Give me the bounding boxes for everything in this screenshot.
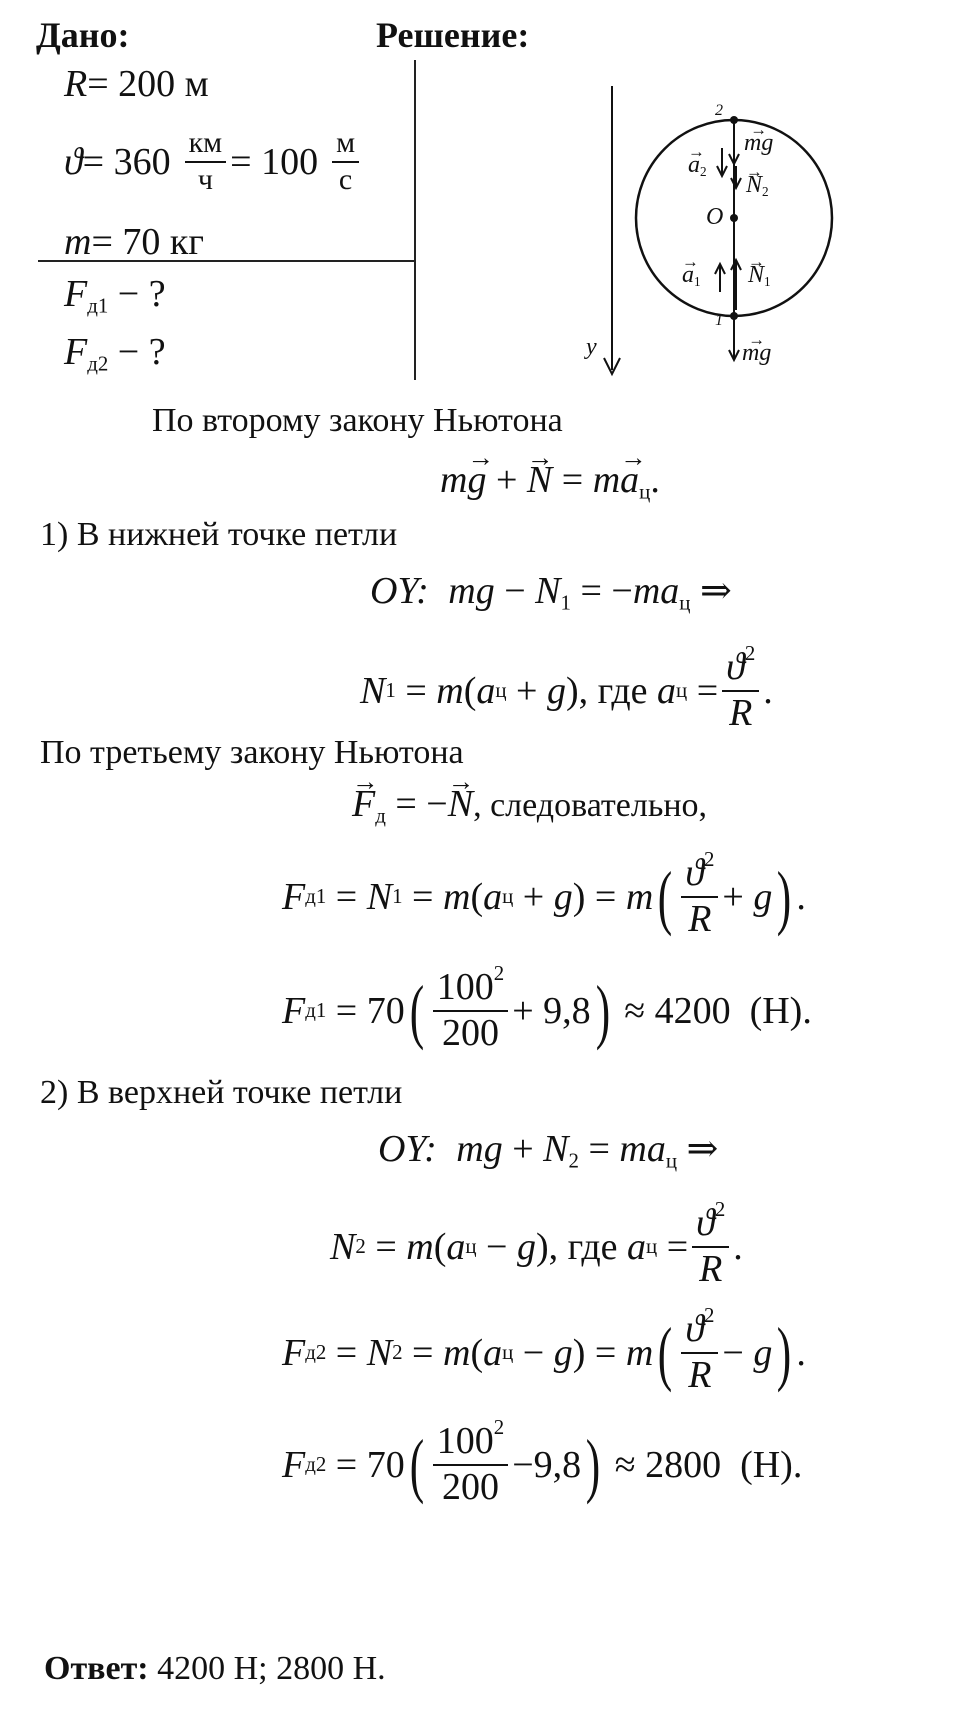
find-force-1: $F_{д1}$ − ? [64, 273, 166, 318]
newton3-heading: По третьему закону Ньютона [40, 734, 464, 771]
n2-label: → $N_2$ [746, 172, 769, 200]
a1-label: → $a_1$ [682, 262, 701, 290]
fd2-numeric: F д2 = 70 ( $\frac{100^2}{200}$ − 9,8 ) ≈ 2800 (Н). [282, 1415, 803, 1508]
given-vertical-divider [414, 60, 416, 380]
solution-header: Решение: [376, 15, 530, 55]
case1-oy-equation: OY: mg − $N_1 = -ma_ц$ ⇒ [370, 570, 732, 615]
center-label: O [706, 204, 724, 230]
given-header: Дано: [36, 15, 130, 55]
fd2-formula: F д2 = N 2 = m ( a ц − g ) = m ( $\frac{ϑ^2}{R}$ − g ) . [282, 1303, 806, 1396]
newton2-equation: m→ g + → $N = m\to a_ц$. [440, 458, 660, 504]
fd1-formula: F д1 = N 1 = m ( a ц + g ) = m ( $\frac{ϑ^2}{R}$ + g ) . [282, 847, 806, 940]
given-speed: ϑ = 360 $\frac{км}{ч}$ = 100 $\frac{м}{с}$ [64, 126, 363, 197]
point-2-label: 2 [715, 102, 723, 119]
mg-bottom-label: → mg [742, 340, 771, 367]
y-axis-label: y [586, 334, 597, 360]
newton2-heading: По второму закону Ньютона [152, 402, 563, 439]
case2-heading: 2) В верхней точке петли [40, 1074, 403, 1111]
given-radius: R= 200 м [64, 63, 209, 105]
answer-value: 4200 Н; 2800 Н. [148, 1650, 386, 1687]
a2-label: → $a_2$ [688, 152, 707, 180]
fd1-numeric: F д1 = 70 ( $\frac{100^2}{200}$ + 9,8 ) ≈ 4200 (Н). [282, 961, 812, 1054]
answer-label: Ответ: [44, 1650, 149, 1687]
case1-n1-equation: N 1 = m ( a ц + g ) , где a ц = $\frac{ϑ^2}{R}$ . [360, 641, 773, 734]
find-force-2: $F_{д2}$ − ? [64, 331, 166, 376]
answer-line [44, 1650, 386, 1688]
case2-oy-equation: OY: mg + $N_2 = ma_ц$ ⇒ [378, 1128, 719, 1173]
newton3-equation: → $F_д$ = −→ N, следовательно, [352, 782, 707, 828]
n1-label: → $N_1$ [748, 262, 771, 290]
case1-heading: 1) В нижней точке петли [40, 516, 398, 553]
mg-top-label: → mg [744, 130, 773, 157]
given-mass: m= 70 кг [64, 221, 204, 263]
case2-n2-equation: N 2 = m ( a ц − g ) , где a ц = $\frac{ϑ^2}{R}$ . [330, 1197, 743, 1290]
center-dot [730, 214, 738, 222]
point-1-label: 1 [715, 312, 723, 329]
